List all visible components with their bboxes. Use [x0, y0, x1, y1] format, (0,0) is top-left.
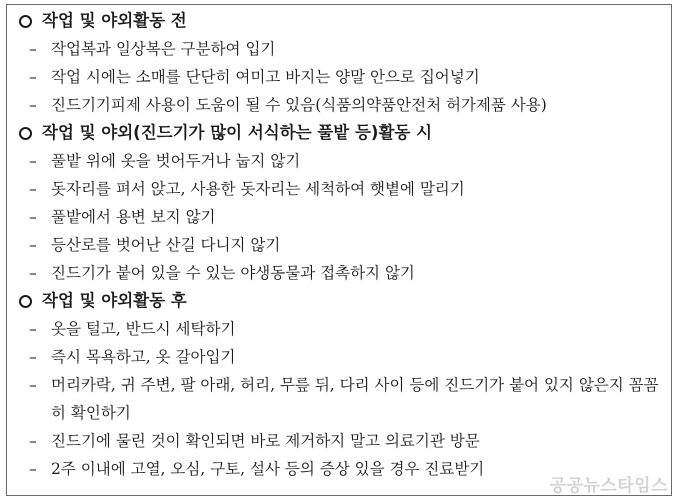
- dash-bullet: –: [29, 320, 37, 338]
- section-heading: [15, 287, 671, 315]
- list-item-text: 진드기에 물린 것이 확인되면 바로 제거하지 말고 의료기관 방문: [51, 432, 480, 450]
- list-item: [15, 343, 671, 371]
- list-item: [15, 91, 547, 119]
- dash-bullet: –: [29, 460, 37, 478]
- dash-bullet: –: [29, 96, 37, 114]
- list-item-text: 머리카락, 귀 주변, 팔 아래, 허리, 무릎 뒤, 다리 사이 등에 진드기가 붙어 있지 않은지 꼼꼼히 확인하기: [51, 376, 659, 422]
- dash-bullet: –: [29, 348, 37, 366]
- dash-bullet: –: [29, 152, 37, 170]
- list-item: [15, 203, 465, 231]
- list-item-text: 작업복과 일상복은 구분하여 입기: [51, 40, 276, 58]
- list-item-text: 등산로를 벗어난 산길 다니지 않기: [51, 236, 281, 254]
- list-item: [15, 35, 547, 63]
- section-heading-text: 작업 및 야외(진드기가 많이 서식하는 풀밭 등)활동 시: [42, 123, 433, 142]
- dash-bullet: –: [29, 68, 37, 86]
- dash-bullet: –: [29, 180, 37, 198]
- watermark: 공공뉴스타임스: [549, 476, 668, 496]
- section-before-activity: [15, 7, 547, 119]
- list-item: [15, 259, 465, 287]
- list-item: [15, 315, 671, 343]
- circle-bullet-icon: [19, 127, 32, 140]
- section-during-activity: [15, 119, 465, 287]
- dash-bullet: –: [29, 40, 37, 58]
- list-item-text: 돗자리를 펴서 앉고, 사용한 돗자리는 세척하여 햇볕에 말리기: [51, 180, 465, 198]
- document-box: [6, 4, 672, 496]
- dash-bullet: –: [29, 236, 37, 254]
- list-item-text: 풀밭 위에 옷을 벗어두거나 눕지 않기: [51, 152, 301, 170]
- list-item: [15, 175, 465, 203]
- section-after-activity: [15, 287, 671, 483]
- list-item: [15, 231, 465, 259]
- section-heading: [15, 7, 547, 35]
- dash-bullet: –: [29, 432, 37, 450]
- list-item: [15, 147, 465, 175]
- list-item: [15, 63, 547, 91]
- list-item-text: 즉시 목욕하고, 옷 갈아입기: [51, 348, 236, 366]
- dash-bullet: –: [29, 376, 37, 394]
- list-item-text: 2주 이내에 고열, 오심, 구토, 설사 등의 증상 있을 경우 진료받기: [51, 460, 485, 478]
- section-heading-text: 작업 및 야외활동 전: [42, 11, 187, 30]
- list-item: [15, 371, 671, 427]
- section-heading-text: 작업 및 야외활동 후: [42, 291, 187, 310]
- list-item-text: 작업 시에는 소매를 단단히 여미고 바지는 양말 안으로 집어넣기: [51, 68, 480, 86]
- section-heading: [15, 119, 465, 147]
- list-item-text: 옷을 털고, 반드시 세탁하기: [51, 320, 236, 338]
- list-item-text: 진드기기피제 사용이 도움이 될 수 있음(식품의약품안전처 허가제품 사용): [51, 96, 547, 114]
- list-item-text: 풀밭에서 용변 보지 않기: [51, 208, 216, 226]
- circle-bullet-icon: [19, 295, 32, 308]
- circle-bullet-icon: [19, 15, 32, 28]
- list-item: [15, 427, 671, 455]
- list-item-text: 진드기가 붙어 있을 수 있는 야생동물과 접촉하지 않기: [51, 264, 415, 282]
- dash-bullet: –: [29, 208, 37, 226]
- dash-bullet: –: [29, 264, 37, 282]
